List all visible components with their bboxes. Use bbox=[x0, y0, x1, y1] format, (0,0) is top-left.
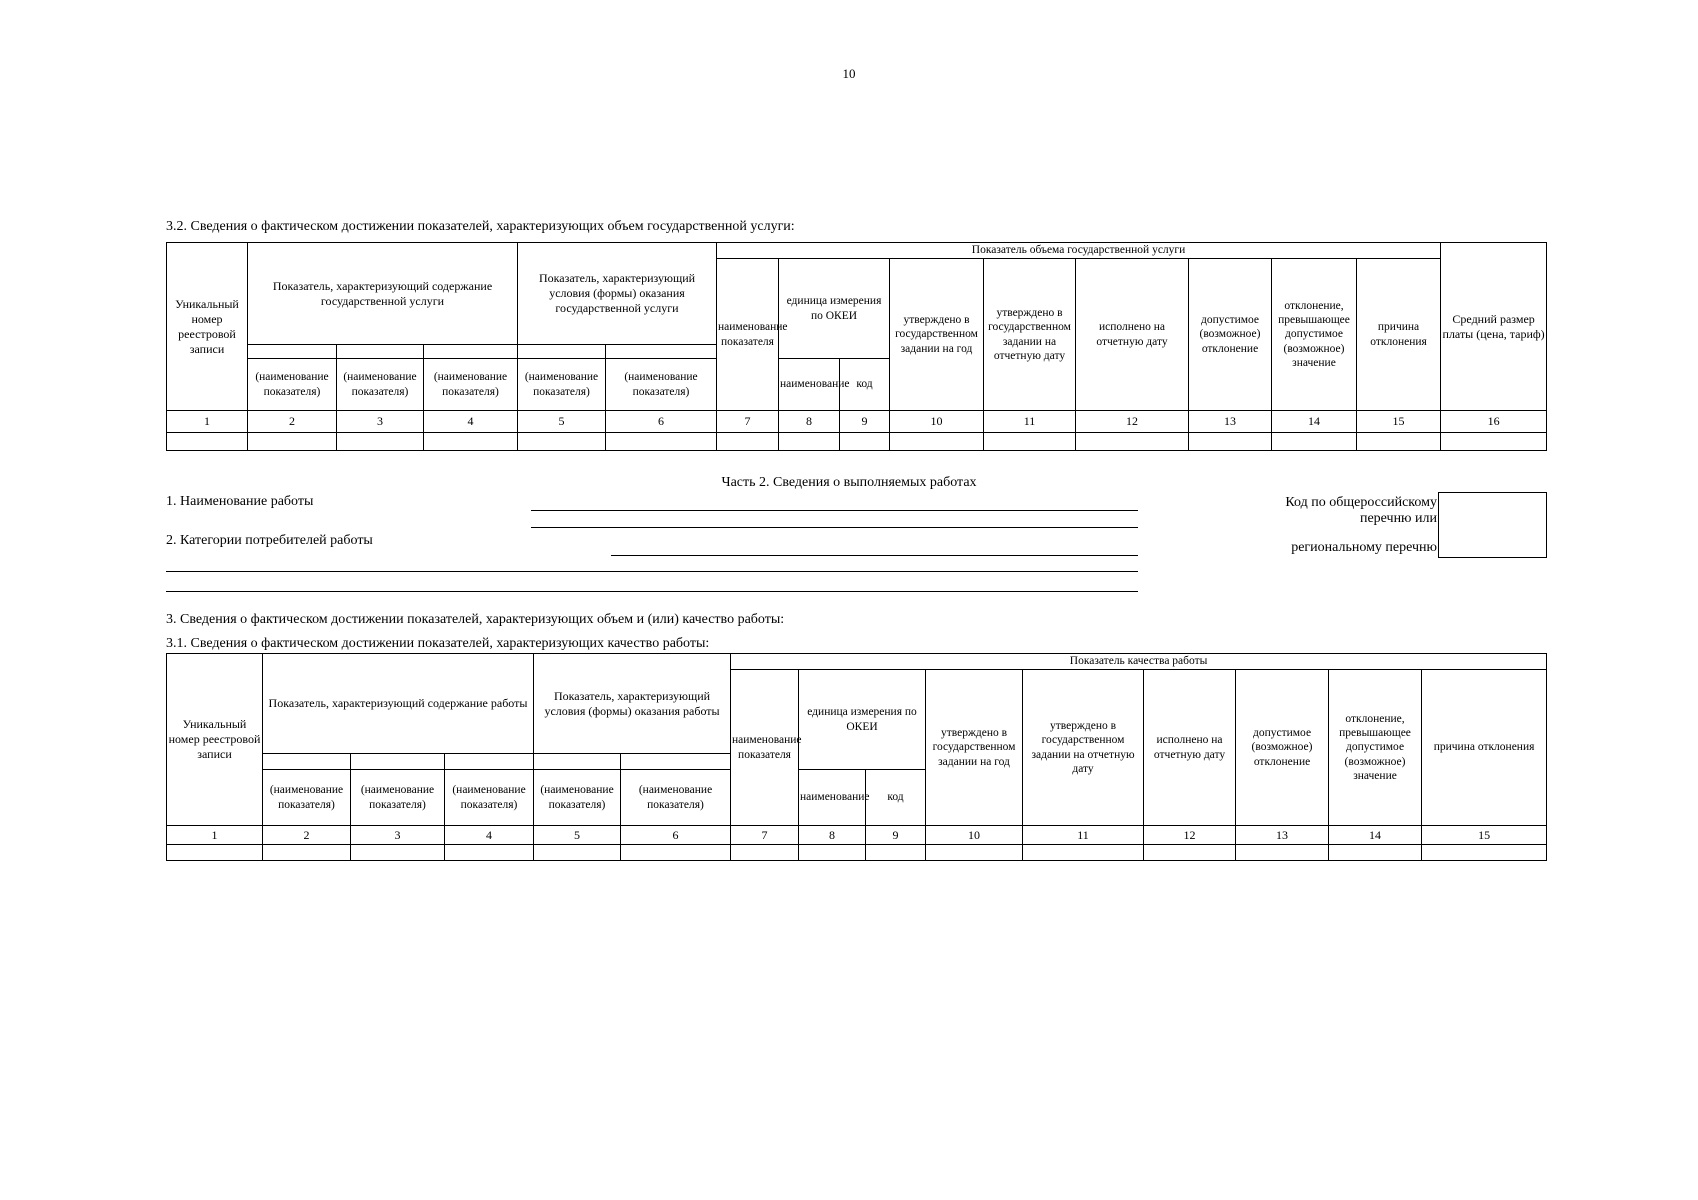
t2-column-number: 10 bbox=[926, 826, 1023, 845]
t1-header-indicator-name: наименование показателя bbox=[717, 259, 779, 411]
t2-subheader-indicator-name: (наименование показателя) bbox=[263, 770, 351, 826]
t1-column-number: 2 bbox=[248, 411, 337, 433]
t2-empty-cell[interactable] bbox=[926, 845, 1023, 861]
t2-subheader-indicator-name: (наименование показателя) bbox=[445, 770, 534, 826]
consumers-line-1[interactable] bbox=[611, 555, 1138, 556]
t2-empty-cell[interactable] bbox=[534, 845, 621, 861]
t1-subheader-indicator-name: (наименование показателя) bbox=[606, 359, 717, 411]
registry-code-box[interactable] bbox=[1438, 492, 1547, 558]
t2-column-number: 7 bbox=[731, 826, 799, 845]
t2-empty-cell[interactable] bbox=[1422, 845, 1547, 861]
t2-empty-cell[interactable] bbox=[351, 845, 445, 861]
t2-column-number: 13 bbox=[1236, 826, 1329, 845]
t2-subheader-blank bbox=[621, 754, 731, 770]
t2-header-conditions: Показатель, характеризующий условия (формы) оказания работы bbox=[534, 654, 731, 754]
t1-subheader-blank bbox=[424, 345, 518, 359]
t1-empty-cell[interactable] bbox=[1357, 433, 1441, 451]
t2-empty-cell[interactable] bbox=[1329, 845, 1422, 861]
t2-header-unit-okei: единица измерения по ОКЕИ bbox=[799, 670, 926, 770]
t2-column-number: 3 bbox=[351, 826, 445, 845]
t1-column-number: 12 bbox=[1076, 411, 1189, 433]
t2-column-number: 15 bbox=[1422, 826, 1547, 845]
t2-column-number: 14 bbox=[1329, 826, 1422, 845]
t2-empty-cell[interactable] bbox=[445, 845, 534, 861]
t2-header-allowed-deviation: допустимое (возможное) отклонение bbox=[1236, 670, 1329, 826]
table2-heading: 3.1. Сведения о фактическом достижении показателей, характеризующих качество работы: bbox=[166, 636, 710, 651]
work-name-line-1[interactable] bbox=[531, 510, 1138, 511]
t2-header-approved-date: утверждено в государственном задании на отчетную дату bbox=[1023, 670, 1144, 826]
t1-subheader-indicator-name: (наименование показателя) bbox=[337, 359, 424, 411]
t1-header-conditions: Показатель, характеризующий условия (формы) оказания государственной услуги bbox=[518, 243, 717, 345]
t1-column-number: 9 bbox=[840, 411, 890, 433]
code-label-3: региональному перечню bbox=[1291, 540, 1437, 555]
t1-empty-cell[interactable] bbox=[248, 433, 337, 451]
t2-subheader-blank bbox=[534, 754, 621, 770]
t2-column-number: 5 bbox=[534, 826, 621, 845]
t1-empty-cell[interactable] bbox=[424, 433, 518, 451]
t1-header-approved-date: утверждено в государственном задании на отчетную дату bbox=[984, 259, 1076, 411]
t1-empty-cell[interactable] bbox=[840, 433, 890, 451]
t1-empty-cell[interactable] bbox=[1441, 433, 1547, 451]
page-number: 10 bbox=[842, 66, 856, 81]
t1-subheader-indicator-name: (наименование показателя) bbox=[518, 359, 606, 411]
t1-header-unique-record: Уникальный номер реестровой записи bbox=[167, 243, 248, 411]
t1-empty-cell[interactable] bbox=[518, 433, 606, 451]
work-name-label: 1. Наименование работы bbox=[166, 494, 314, 509]
t2-header-exceeding-deviation: отклонение, превышающее допустимое (возможное) значение bbox=[1329, 670, 1422, 826]
t1-header-avg-fee: Средний размер платы (цена, тариф) bbox=[1441, 243, 1547, 411]
t1-subheader-indicator-name: (наименование показателя) bbox=[248, 359, 337, 411]
t2-column-number: 4 bbox=[445, 826, 534, 845]
t1-header-content: Показатель, характеризующий содержание государственной услуги bbox=[248, 243, 518, 345]
t2-subheader-blank bbox=[263, 754, 351, 770]
t1-column-number: 14 bbox=[1272, 411, 1357, 433]
t1-column-number: 6 bbox=[606, 411, 717, 433]
t1-header-volume: Показатель объема государственной услуги bbox=[717, 243, 1441, 259]
t2-header-unique-record: Уникальный номер реестровой записи bbox=[167, 654, 263, 826]
t2-empty-cell[interactable] bbox=[621, 845, 731, 861]
code-label-2: перечню или bbox=[1359, 511, 1437, 526]
work-name-line-2[interactable] bbox=[531, 527, 1138, 528]
t2-header-executed: исполнено на отчетную дату bbox=[1144, 670, 1236, 826]
t2-header-quality: Показатель качества работы bbox=[731, 654, 1547, 670]
table2-quality-of-work bbox=[166, 653, 1547, 861]
t1-empty-cell[interactable] bbox=[779, 433, 840, 451]
part2-title: Часть 2. Сведения о выполняемых работах bbox=[721, 475, 977, 490]
consumers-label: 2. Категории потребителей работы bbox=[166, 533, 373, 548]
t2-subheader-indicator-name: (наименование показателя) bbox=[621, 770, 731, 826]
consumers-line-3[interactable] bbox=[166, 591, 1138, 592]
t1-subheader-blank bbox=[248, 345, 337, 359]
t1-column-number: 4 bbox=[424, 411, 518, 433]
t1-column-number: 10 bbox=[890, 411, 984, 433]
t1-subheader-blank bbox=[518, 345, 606, 359]
t1-empty-cell[interactable] bbox=[984, 433, 1076, 451]
t1-empty-cell[interactable] bbox=[890, 433, 984, 451]
t1-subheader-blank bbox=[606, 345, 717, 359]
t1-column-number: 16 bbox=[1441, 411, 1547, 433]
t1-empty-row bbox=[167, 433, 1547, 451]
t1-empty-cell[interactable] bbox=[606, 433, 717, 451]
t1-column-number: 3 bbox=[337, 411, 424, 433]
t2-header-content: Показатель, характеризующий содержание работы bbox=[263, 654, 534, 754]
t2-header-deviation-reason: причина отклонения bbox=[1422, 670, 1547, 826]
t1-column-number: 5 bbox=[518, 411, 606, 433]
t1-header-approved-year: утверждено в государственном задании на год bbox=[890, 259, 984, 411]
t1-column-number: 11 bbox=[984, 411, 1076, 433]
t2-empty-cell[interactable] bbox=[1023, 845, 1144, 861]
t2-empty-cell[interactable] bbox=[731, 845, 799, 861]
table1-heading: 3.2. Сведения о фактическом достижении показателей, характеризующих объем государственной услуги: bbox=[166, 219, 795, 234]
t2-column-number: 11 bbox=[1023, 826, 1144, 845]
t2-subheader-indicator-name: (наименование показателя) bbox=[351, 770, 445, 826]
t1-subheader-blank bbox=[337, 345, 424, 359]
t1-header-exceeding-deviation: отклонение, превышающее допустимое (возможное) значение bbox=[1272, 259, 1357, 411]
t1-header-allowed-deviation: допустимое (возможное) отклонение bbox=[1189, 259, 1272, 411]
t2-empty-cell[interactable] bbox=[167, 845, 263, 861]
t1-header-unit-okei: единица измерения по ОКЕИ bbox=[779, 259, 890, 359]
t2-header-approved-year: утверждено в государственном задании на год bbox=[926, 670, 1023, 826]
t1-header-unit-name: наименование bbox=[779, 359, 840, 411]
t2-column-number: 9 bbox=[866, 826, 926, 845]
t2-column-number: 8 bbox=[799, 826, 866, 845]
t2-column-number: 6 bbox=[621, 826, 731, 845]
t2-column-number: 2 bbox=[263, 826, 351, 845]
t2-subheader-blank bbox=[351, 754, 445, 770]
t1-column-number: 1 bbox=[167, 411, 248, 433]
t2-empty-cell[interactable] bbox=[799, 845, 866, 861]
t2-empty-row bbox=[167, 845, 1547, 861]
code-label-1: Код по общероссийскому bbox=[1285, 495, 1437, 510]
t1-column-number: 15 bbox=[1357, 411, 1441, 433]
t2-empty-cell[interactable] bbox=[866, 845, 926, 861]
t1-subheader-indicator-name: (наименование показателя) bbox=[424, 359, 518, 411]
t2-empty-cell[interactable] bbox=[1236, 845, 1329, 861]
section3-heading: 3. Сведения о фактическом достижении показателей, характеризующих объем и (или) качество работы: bbox=[166, 612, 785, 627]
t1-empty-cell[interactable] bbox=[717, 433, 779, 451]
t1-header-executed: исполнено на отчетную дату bbox=[1076, 259, 1189, 411]
t1-empty-cell[interactable] bbox=[167, 433, 248, 451]
t2-subheader-blank bbox=[445, 754, 534, 770]
t1-column-number: 13 bbox=[1189, 411, 1272, 433]
t2-empty-cell[interactable] bbox=[263, 845, 351, 861]
consumers-line-2[interactable] bbox=[166, 571, 1138, 572]
t1-column-number: 8 bbox=[779, 411, 840, 433]
t1-column-number: 7 bbox=[717, 411, 779, 433]
t1-empty-cell[interactable] bbox=[1189, 433, 1272, 451]
t2-header-unit-code: код bbox=[866, 770, 926, 826]
t1-header-deviation-reason: причина отклонения bbox=[1357, 259, 1441, 411]
t1-header-unit-code: код bbox=[840, 359, 890, 411]
t2-header-unit-name: наименование bbox=[799, 770, 866, 826]
t2-header-indicator-name: наименование показателя bbox=[731, 670, 799, 826]
t2-column-number: 1 bbox=[167, 826, 263, 845]
t1-empty-cell[interactable] bbox=[1076, 433, 1189, 451]
t2-subheader-indicator-name: (наименование показателя) bbox=[534, 770, 621, 826]
table1-volume-of-service bbox=[166, 242, 1547, 451]
t2-column-number: 12 bbox=[1144, 826, 1236, 845]
t1-empty-cell[interactable] bbox=[337, 433, 424, 451]
t1-empty-cell[interactable] bbox=[1272, 433, 1357, 451]
t2-empty-cell[interactable] bbox=[1144, 845, 1236, 861]
